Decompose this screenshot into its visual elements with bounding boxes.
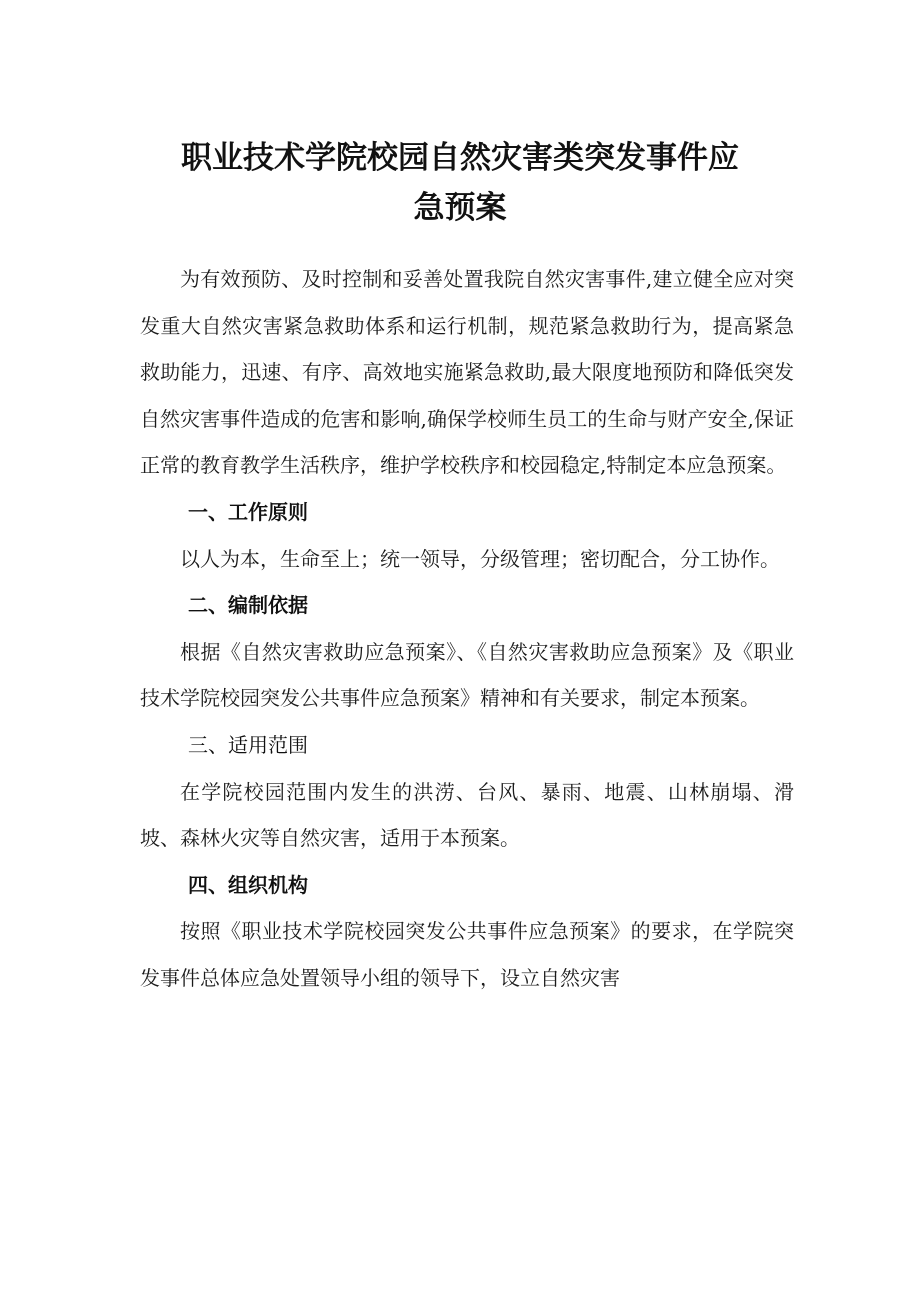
section-heading-principles: 一、工作原则 [188,499,308,524]
section-heading-basis: 二、编制依据 [188,593,308,618]
document-body [140,256,794,1002]
section-body-principles: 以人为本，生命至上；统一领导，分级管理；密切配合，分工协作。 [180,546,780,571]
intro-paragraph: 为有效预防、及时控制和妥善处置我院自然灾害事件,建立健全应对突发重大自然灾害紧急救助体系和运行机制，规范紧急救助行为，提高紧急救助能力，迅速、有序、高效地实施紧急救助,最大限度地预防和降低突发自然灾害事件造成的危害和影响,确保学校师生员工的生命与财产安全,保证正常的教育教学生活秩序，维护学校秩序和校园稳定,特制定本应急预案。 [140,267,794,478]
section-heading-scope: 三、适用范围 [188,732,308,757]
section-body-basis: 根据《自然灾害救助应急预案》、《自然灾害救助应急预案》及《职业技术学院校园突发公共事件应急预案》精神和有关要求，制定本预案。 [140,639,794,711]
section-heading-organization: 四、组织机构 [188,872,308,897]
section-body-organization: 按照《职业技术学院校园突发公共事件应急预案》的要求，在学院突发事件总体应急处置领导小组的领导下，设立自然灾害 [140,919,794,990]
section-body-scope: 在学院校园范围内发生的洪涝、台风、暴雨、地震、山林崩塌、滑坡、森林火灾等自然灾害，适用于本预案。 [140,779,794,851]
document-title-line-1: 职业技术学院校园自然灾害类突发事件应 [181,140,739,176]
document-title-line-2: 急预案 [413,190,507,226]
